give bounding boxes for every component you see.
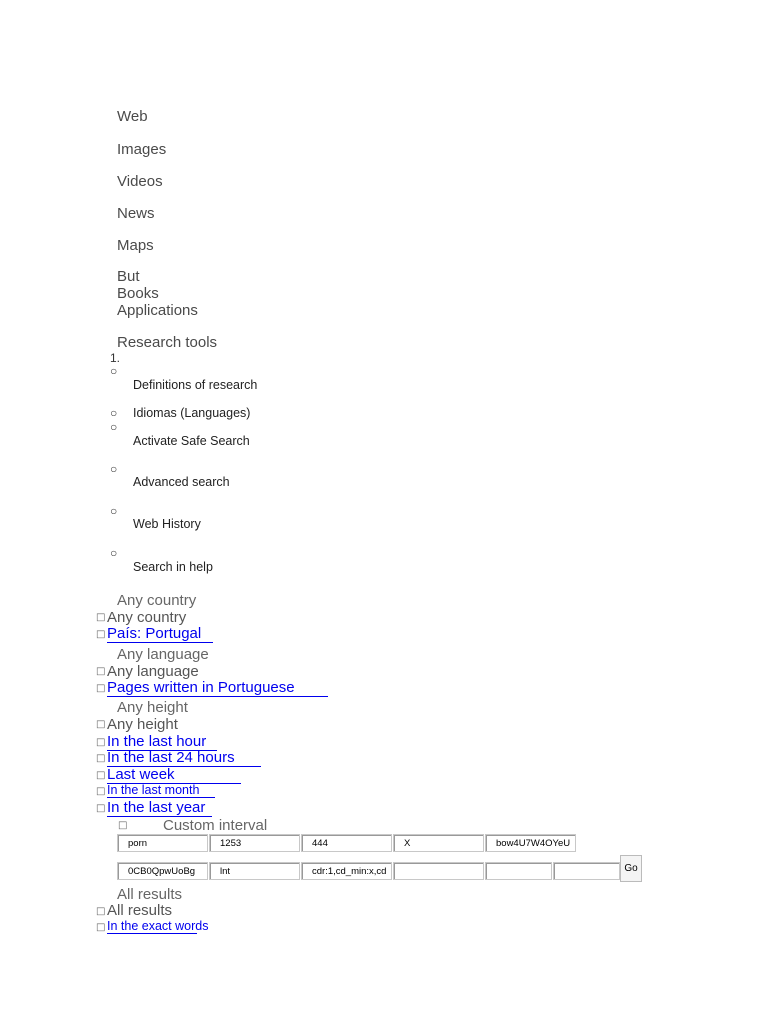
checkbox-icon: □ — [118, 820, 128, 831]
date-extra-field[interactable] — [553, 862, 620, 880]
list-bullet-icon: ○ — [110, 364, 118, 378]
option-any-country[interactable]: Any country — [107, 609, 187, 626]
menu-web-history[interactable]: Web History — [133, 517, 201, 531]
nav-research-tools[interactable]: Research tools — [117, 334, 218, 351]
menu-definitions-of-research[interactable]: Definitions of research — [133, 378, 258, 392]
checkbox-icon: □ — [96, 737, 106, 748]
menu-languages[interactable]: Idiomas (Languages) — [133, 406, 251, 420]
checkbox-icon: □ — [96, 753, 106, 764]
language-heading: Any language — [117, 646, 209, 663]
option-any-language[interactable]: Any language — [107, 663, 199, 680]
checkbox-icon: □ — [96, 922, 106, 933]
height-heading: Any height — [117, 699, 188, 716]
link-last-hour[interactable]: In the last hour — [107, 733, 217, 751]
hidden-field-ved[interactable]: 0CB0QpwUoBg — [117, 862, 208, 880]
hidden-field-bih[interactable]: 444 — [301, 834, 392, 852]
results-heading: All results — [117, 886, 183, 903]
link-last-month[interactable]: In the last month — [107, 783, 215, 798]
menu-search-in-help[interactable]: Search in help — [133, 560, 213, 574]
link-pages-portuguese[interactable]: Pages written in Portuguese — [107, 679, 328, 697]
option-all-results[interactable]: All results — [107, 902, 173, 919]
link-last-year[interactable]: In the last year — [107, 799, 212, 817]
nav-applications[interactable]: Applications — [117, 302, 198, 319]
checkbox-icon: □ — [96, 683, 106, 694]
checkbox-icon: □ — [96, 629, 106, 640]
list-bullet-icon: ○ — [110, 504, 118, 518]
link-country-portugal[interactable]: País: Portugal — [107, 625, 213, 643]
hidden-field-tbs[interactable]: cdr:1,cd_min:x,cd — [301, 862, 392, 880]
list-bullet-icon: ○ — [110, 462, 118, 476]
hidden-field-q[interactable]: porn — [117, 834, 208, 852]
go-button[interactable]: Go — [620, 855, 642, 882]
link-exact-words[interactable]: In the exact words — [107, 919, 209, 933]
nav-books[interactable]: Books — [117, 285, 159, 302]
checkbox-icon: □ — [96, 666, 106, 677]
nav-images[interactable]: Images — [117, 141, 167, 158]
checkbox-icon: □ — [96, 786, 106, 797]
link-last-24-hours[interactable]: In the last 24 hours — [107, 749, 261, 767]
list-bullet-icon: ○ — [110, 420, 118, 434]
menu-safe-search[interactable]: Activate Safe Search — [133, 434, 250, 448]
checkbox-icon: □ — [96, 770, 106, 781]
hidden-field-sa[interactable]: X — [393, 834, 484, 852]
link-last-week[interactable]: Last week — [107, 766, 241, 784]
nav-videos[interactable]: Videos — [117, 173, 163, 190]
list-bullet-icon: ○ — [110, 406, 118, 420]
date-from-field[interactable] — [393, 862, 484, 880]
hidden-field-biw[interactable]: 1253 — [209, 834, 300, 852]
list-bullet-icon: ○ — [110, 546, 118, 560]
menu-advanced-search[interactable]: Advanced search — [133, 475, 230, 489]
custom-interval-label[interactable]: Custom interval — [163, 817, 268, 834]
nav-maps[interactable]: Maps — [117, 237, 154, 254]
nav-but[interactable]: But — [117, 268, 140, 285]
hidden-field-ei[interactable]: bow4U7W4OYeU — [485, 834, 576, 852]
checkbox-icon: □ — [96, 906, 106, 917]
hidden-field-source[interactable]: lnt — [209, 862, 300, 880]
country-heading: Any country — [117, 592, 197, 609]
checkbox-icon: □ — [96, 612, 106, 623]
date-to-field[interactable] — [485, 862, 552, 880]
option-any-height[interactable]: Any height — [107, 716, 178, 733]
list-number-marker: 1. — [110, 351, 121, 365]
checkbox-icon: □ — [96, 719, 106, 730]
checkbox-icon: □ — [96, 803, 106, 814]
nav-news[interactable]: News — [117, 205, 155, 222]
nav-web[interactable]: Web — [117, 108, 148, 125]
